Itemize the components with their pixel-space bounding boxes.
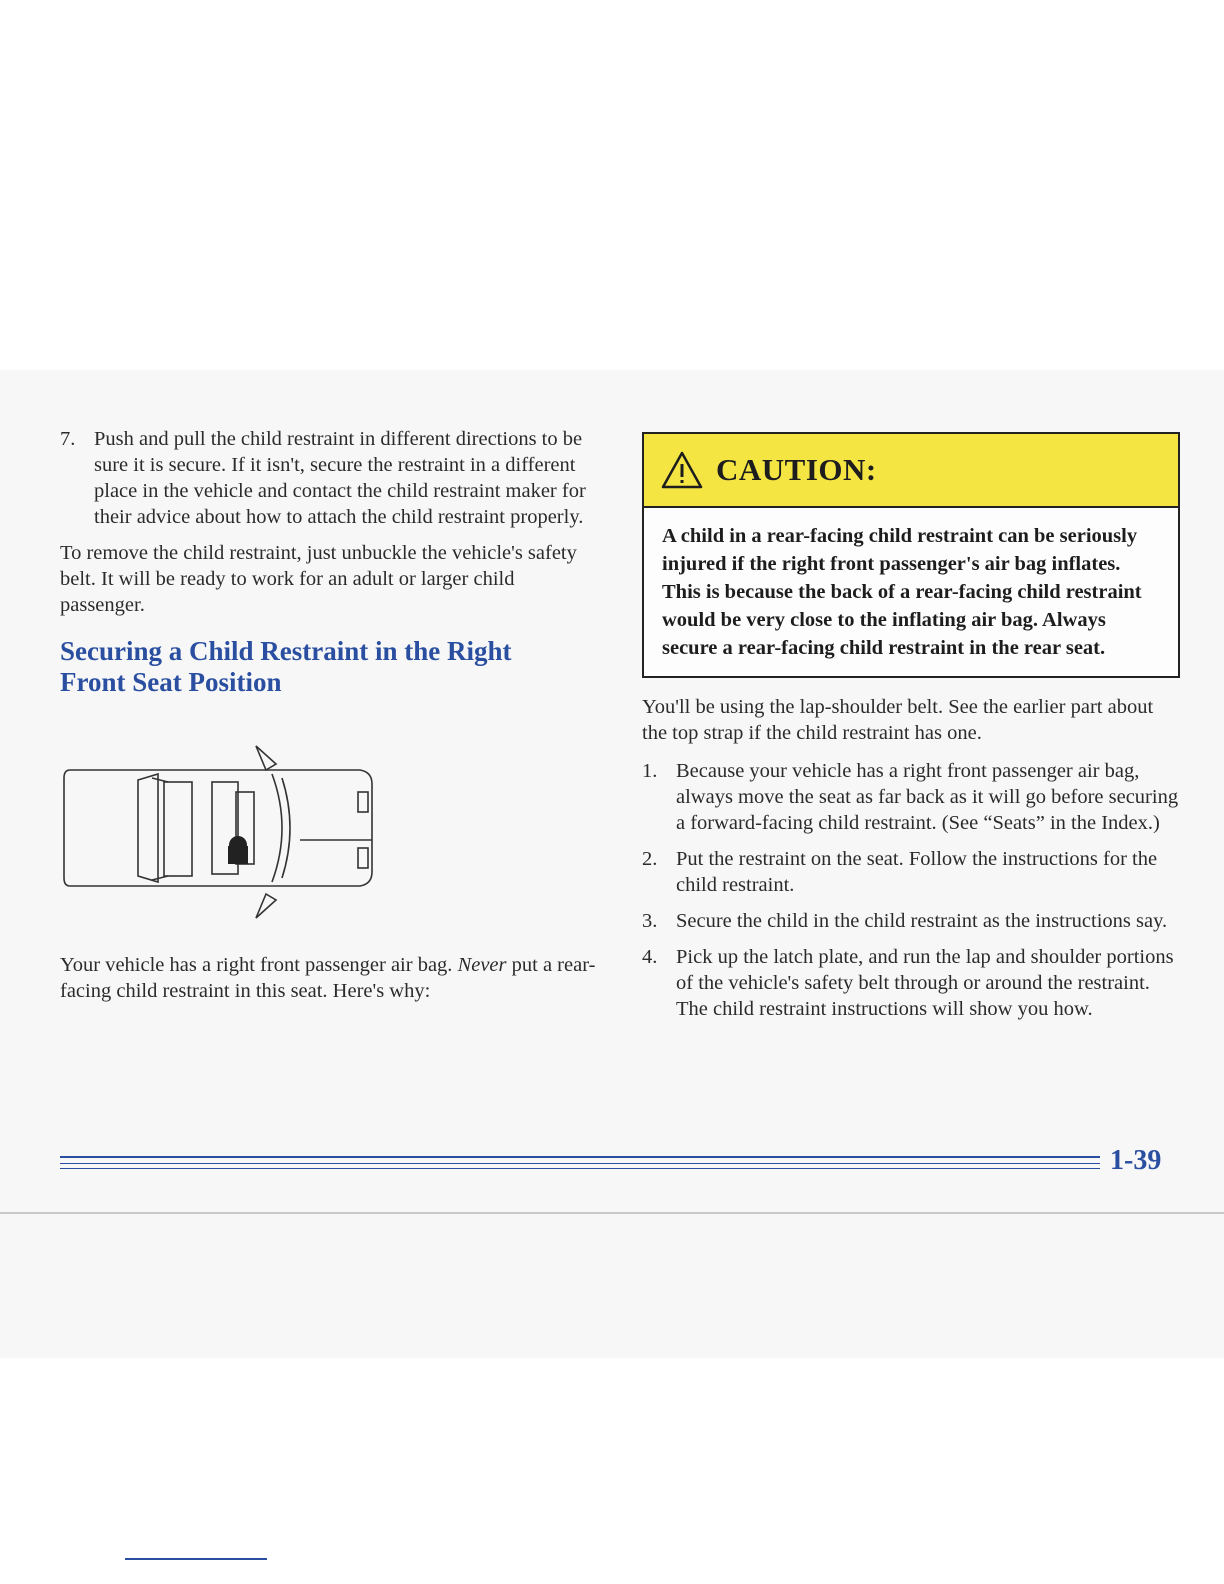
section-heading: Securing a Child Restraint in the Right Front Seat Position	[60, 636, 512, 697]
step-text: Secure the child in the child restraint as the instructions say.	[676, 910, 1168, 932]
list-item-step-7	[60, 426, 600, 530]
airbag-note-text: Your vehicle has a right front passenger air bag.	[60, 954, 458, 976]
step-number: 7.	[60, 428, 76, 450]
step-text: Pick up the latch plate, and run the lap and shoulder portions of the vehicle's safety belt through or around the restraint. The child restraint instructions will show you how.	[676, 946, 1174, 1020]
footer-rule	[60, 1163, 1100, 1164]
footer-rule	[60, 1156, 1100, 1158]
step-number: 3.	[642, 910, 658, 932]
list-item	[642, 758, 1182, 836]
caution-title: CAUTION:	[716, 452, 877, 487]
step-text: Put the restraint on the seat. Follow the instructions for the child restraint.	[676, 848, 1158, 896]
right-column	[642, 432, 1182, 1032]
list-item	[642, 944, 1182, 1022]
caution-header	[644, 434, 1178, 508]
caution-text: A child in a rear-facing child restraint can be seriously injured if the right front passenger's air bag inflates. This is because the back of a rear-facing child restraint would be very close to the inflating air bag. Always secure a rear-facing child restraint in the rear seat.	[662, 525, 1142, 659]
airbag-note-text-continued: put a rear-facing child restraint in this seat. Here's why:	[60, 954, 596, 1002]
vehicle-top-view-icon	[60, 744, 390, 924]
caution-box	[642, 432, 1180, 678]
page-number: 1-39	[1110, 1145, 1162, 1176]
never-emphasis: Never	[457, 954, 507, 976]
step-number: 2.	[642, 848, 658, 870]
airbag-note-paragraph	[60, 952, 600, 1016]
list-item	[642, 908, 1182, 934]
step-text: Push and pull the child restraint in different directions to be sure it is secure. If it isn't, secure the restraint in a different place in the vehicle and contact the child restraint maker for their advice about how to attach the child restraint properly.	[94, 428, 586, 528]
remove-restraint-paragraph: To remove the child restraint, just unbuckle the vehicle's safety belt. It will be ready to work for an adult or larger child passenger.	[60, 542, 577, 616]
warning-triangle-icon	[660, 450, 704, 490]
list-item	[642, 846, 1182, 898]
step-number: 4.	[642, 946, 658, 968]
left-column	[60, 426, 600, 1002]
page-edge-line	[0, 1212, 1224, 1214]
footer-rule	[60, 1168, 1100, 1169]
intro-paragraph: You'll be using the lap-shoulder belt. See the earlier part about the top strap if the child restraint has one.	[642, 696, 1154, 744]
step-number: 1.	[642, 760, 658, 782]
step-text: Because your vehicle has a right front passenger air bag, always move the seat as far back as it will go before securing a forward-facing child restraint. (See “Seats” in the Index.)	[676, 760, 1179, 834]
right-text-block	[642, 694, 1182, 1022]
bottom-rule	[125, 1558, 267, 1560]
